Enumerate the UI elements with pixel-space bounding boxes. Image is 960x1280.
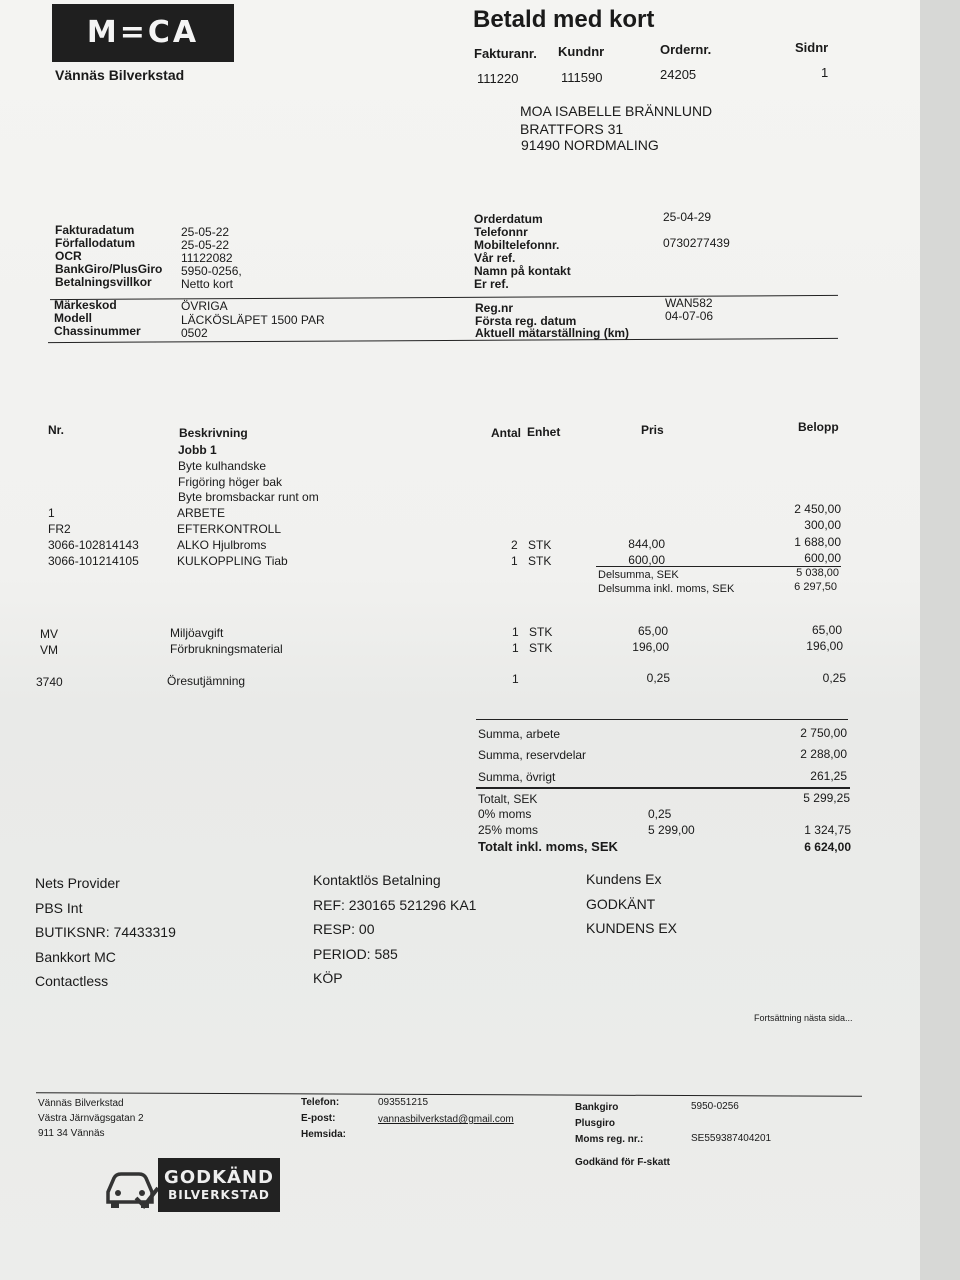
ocr-value: 11122082: [181, 251, 233, 265]
receipt-col-2: [313, 868, 476, 991]
order-date-value: 25-04-29: [663, 210, 712, 224]
invoice-info-values: [181, 226, 242, 291]
footer-email-label: E-post:: [301, 1113, 336, 1124]
vehicle-values: [181, 300, 325, 341]
brand-label: Märkeskod: [54, 298, 117, 312]
row-nr: VM: [40, 643, 58, 657]
receipt-line: PBS Int: [35, 899, 83, 916]
row-unit: STK: [529, 625, 553, 639]
due-date-value: 25-05-22: [181, 238, 230, 252]
bankgiro-value: 5950-0256,: [181, 264, 242, 278]
row-price: 196,00: [632, 640, 669, 654]
other-sum-value: 261,25: [810, 769, 847, 783]
reg-value: WAN582: [665, 296, 713, 310]
row-desc: Miljöavgift: [170, 626, 224, 640]
page-no-label: Sidnr: [795, 40, 829, 55]
bankgiro-label: BankGiro/PlusGiro: [55, 262, 163, 276]
footer-web-label: Hemsida:: [301, 1129, 347, 1140]
order-date-label: Orderdatum: [474, 212, 543, 226]
receipt-col-3: [586, 867, 677, 941]
model-value: LÄCKÖSLÄPET 1500 PAR: [181, 312, 325, 327]
vehicle-labels: [54, 299, 141, 338]
vehicle-labels-right: [475, 302, 629, 340]
footer-address-line: Vännäs Bilverkstad: [38, 1098, 124, 1109]
receipt-line: GODKÄNT: [586, 895, 656, 912]
first-reg-value: 04-07-06: [665, 309, 714, 323]
due-date-label: Förfallodatum: [55, 236, 135, 250]
row-amount: 2 450,00: [794, 502, 841, 516]
row-price: 65,00: [637, 624, 668, 638]
phone-label: Telefonnr: [474, 225, 528, 239]
divider-line: [48, 338, 838, 343]
col-unit-header: Enhet: [527, 425, 561, 439]
footer-ftax: Godkänd för F-skatt: [575, 1157, 671, 1168]
continued-note: Fortsättning nästa sida...: [754, 1013, 853, 1023]
vat25-label: 25% moms: [478, 823, 539, 837]
payment-terms-value: Netto kort: [181, 277, 234, 291]
receipt-line: BUTIKSNR: 74433319: [35, 924, 176, 941]
row-desc: ALKO Hjulbroms: [177, 538, 267, 552]
footer-vat-reg: SE559387404201: [691, 1133, 772, 1144]
receipt-line: Kontaktlös Betalning: [313, 872, 441, 888]
col-qty-header: Antal: [491, 426, 521, 440]
contact-name-label: Namn på kontakt: [474, 264, 571, 278]
receipt-line: RESP: 00: [313, 921, 375, 938]
footer-line: [36, 1092, 862, 1097]
mobile-value: 0730277439: [663, 236, 730, 250]
row-nr: 3066-102814143: [48, 538, 139, 552]
receipt-line: Bankkort MC: [35, 948, 116, 965]
footer-contact-labels: [301, 1095, 346, 1143]
mobile-label: Mobiltelefonnr.: [474, 238, 560, 252]
job-lines: [178, 459, 319, 506]
order-no-value: 24205: [660, 67, 697, 82]
row-desc: KULKOPPLING Tiab: [177, 554, 288, 568]
row-price: 0,25: [646, 671, 670, 685]
row-nr: FR2: [48, 522, 71, 536]
invoice-no-label: Fakturanr.: [474, 46, 537, 61]
invoice-info-labels: [55, 224, 162, 289]
receipt-line: REF: 230165 521296 KA1: [313, 896, 477, 913]
row-nr: 3740: [36, 675, 63, 689]
customer-no-value: 111590: [561, 70, 603, 85]
row-desc: EFTERKONTROLL: [177, 522, 282, 536]
footer-address-line: Västra Järnvägsgatan 2: [38, 1113, 144, 1124]
brand-value: ÖVRIGA: [181, 299, 228, 313]
invoice-date-label: Fakturadatum: [55, 223, 135, 237]
vat0-label: 0% moms: [478, 807, 532, 821]
totals-top-line: [476, 719, 848, 720]
receipt-line: Kundens Ex: [586, 871, 662, 887]
model-label: Modell: [54, 311, 92, 325]
subtotal-vat-label: Delsumma inkl. moms, SEK: [598, 583, 735, 595]
row-unit: STK: [528, 538, 552, 552]
subtotal-value: 5 038,00: [796, 567, 839, 579]
invoice-date-value: 25-05-22: [181, 225, 230, 239]
chassis-label: Chassinummer: [54, 324, 141, 338]
background-edge: [920, 0, 960, 1280]
vat0-base: 0,25: [648, 807, 672, 821]
your-ref-label: Er ref.: [474, 277, 509, 291]
row-nr: MV: [40, 627, 58, 641]
first-reg-label: Första reg. datum: [475, 313, 577, 328]
vat25-base: 5 299,00: [648, 823, 695, 837]
row-desc: Öresutjämning: [167, 674, 246, 688]
grand-total-value: 6 624,00: [804, 840, 851, 854]
col-amount-header: Belopp: [798, 420, 839, 434]
subtotal-label: Delsumma, SEK: [598, 569, 679, 581]
row-amount: 1 688,00: [794, 535, 841, 549]
col-price-header: Pris: [641, 423, 664, 437]
job-line: Byte kulhandske: [178, 459, 267, 473]
other-sum-label: Summa, övrigt: [478, 770, 556, 784]
row-nr: 3066-101214105: [48, 554, 139, 568]
receipt-col-1: [35, 871, 176, 994]
col-desc-header: Beskrivning: [179, 426, 248, 440]
row-qty: 1: [511, 554, 518, 568]
meca-logo: M=CA: [52, 4, 234, 62]
recipient-name: MOA ISABELLE BRÄNNLUND: [520, 103, 713, 119]
footer-phone-label: Telefon:: [301, 1097, 340, 1108]
labor-sum-value: 2 750,00: [800, 726, 847, 740]
badge-line-1: GODKÄND: [164, 1167, 274, 1188]
receipt-line: Contactless: [35, 973, 109, 990]
row-desc: ARBETE: [177, 506, 226, 520]
recipient-city: 91490 NORDMALING: [521, 137, 659, 153]
footer-vat-reg-label: Moms reg. nr.:: [575, 1134, 644, 1145]
parts-sum-value: 2 288,00: [800, 747, 847, 761]
approved-workshop-badge: [158, 1158, 280, 1212]
reg-label: Reg.nr: [475, 301, 514, 315]
row-price: 600,00: [628, 553, 665, 567]
total-value: 5 299,25: [803, 791, 850, 805]
row-unit: STK: [528, 554, 552, 568]
footer-address: [38, 1096, 144, 1141]
row-price: 844,00: [628, 537, 665, 551]
divider-line: [50, 295, 838, 300]
footer-bankgiro-label: Bankgiro: [575, 1102, 619, 1113]
row-qty: 2: [511, 538, 518, 552]
totals-mid-line: [476, 787, 850, 789]
receipt-line: KÖP: [313, 970, 343, 987]
badge-line-2: BILVERKSTAD: [168, 1188, 270, 1202]
job-title: Jobb 1: [178, 443, 217, 457]
payment-terms-label: Betalningsvillkor: [55, 275, 152, 289]
footer-plusgiro-label: Plusgiro: [575, 1118, 616, 1129]
car-check-icon: [100, 1162, 160, 1210]
receipt-line: KUNDENS EX: [586, 920, 678, 937]
footer-address-line: 911 34 Vännäs: [38, 1128, 105, 1139]
row-desc: Förbrukningsmaterial: [170, 642, 283, 656]
subtotal-vat-value: 6 297,50: [794, 581, 837, 593]
labor-sum-label: Summa, arbete: [478, 727, 561, 741]
vehicle-values-right: [665, 297, 713, 323]
total-label: Totalt, SEK: [478, 792, 538, 806]
receipt-line: PERIOD: 585: [313, 945, 398, 962]
row-qty: 1: [512, 625, 519, 639]
ocr-label: OCR: [55, 249, 82, 263]
row-qty: 1: [512, 672, 519, 686]
row-unit: STK: [529, 641, 553, 655]
footer-email-link[interactable]: vannasbilverkstad@gmail.com: [378, 1114, 514, 1125]
invoice-no-value: 111220: [477, 71, 519, 86]
job-line: Byte bromsbackar runt om: [178, 490, 319, 504]
our-ref-label: Vår ref.: [474, 251, 516, 265]
vat25-value: 1 324,75: [804, 823, 851, 837]
page-no-value: 1: [821, 65, 829, 80]
order-no-label: Ordernr.: [660, 42, 712, 57]
row-amount: 196,00: [806, 639, 843, 653]
row-qty: 1: [512, 641, 519, 655]
order-info-labels: [474, 213, 571, 291]
row-nr: 1: [48, 506, 55, 520]
row-amount: 65,00: [811, 623, 842, 637]
parts-sum-label: Summa, reservdelar: [478, 748, 587, 762]
job-line: Frigöring höger bak: [178, 474, 283, 489]
footer-phone: 093551215: [378, 1097, 429, 1108]
col-nr-header: Nr.: [48, 423, 65, 437]
row-amount: 300,00: [804, 518, 841, 532]
document-title: Betald med kort: [473, 6, 655, 33]
footer-bank-labels: [575, 1100, 643, 1148]
receipt-line: Nets Provider: [35, 875, 120, 891]
chassis-value: 0502: [181, 326, 208, 340]
footer-bankgiro: 5950-0256: [691, 1101, 739, 1112]
customer-no-label: Kundnr: [558, 44, 605, 59]
row-amount: 600,00: [804, 551, 841, 565]
recipient-street: BRATTFORS 31: [520, 121, 624, 137]
grand-total-label: Totalt inkl. moms, SEK: [478, 839, 618, 854]
company-name: Vännäs Bilverkstad: [55, 67, 185, 83]
row-amount: 0,25: [822, 671, 846, 685]
odometer-label: Aktuell mätarställning (km): [475, 326, 630, 340]
